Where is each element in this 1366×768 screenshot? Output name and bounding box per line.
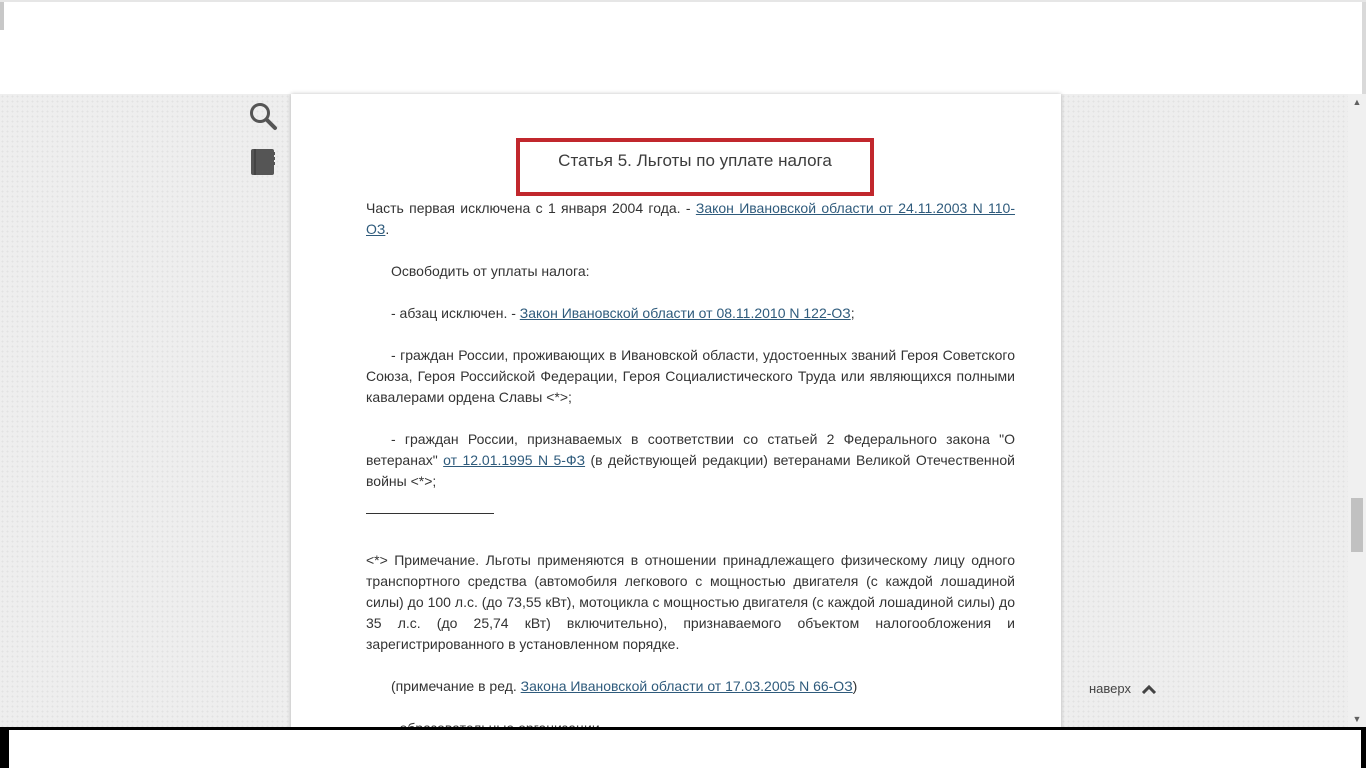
note-edition [366, 676, 1015, 697]
paragraph-end: (в действующей редакции) ветеранами Великой Отечественной войны <*>; [366, 452, 1016, 489]
law-link-5fz[interactable]: от 12.01.1995 N 5-ФЗ [443, 452, 586, 468]
back-to-top-button[interactable] [1089, 681, 1157, 697]
toolbar [247, 100, 281, 192]
scrollbar-thumb[interactable] [1351, 498, 1363, 552]
paragraph-text: (примечание в ред. [391, 678, 521, 694]
footnote-note: <*> Примечание. Льготы применяются в отношении принадлежащего физическому лицу одного транспортного средства (автомобиля легкового с мощностью двигателя (с каждой лошадиной силы) до 100 л.с. (до 73,55 кВт), мотоцикла с мощностью двигателя (с каждой лошадиной силы) до 35 л.с. (до 25,74 кВт) включительно), признаваемого объектом налогообложения и зарегистрированного в установленном порядке. [366, 552, 1015, 652]
law-link-122[interactable]: Закон Ивановской области от 08.11.2010 N 122-ОЗ [519, 305, 851, 321]
scroll-up-arrow-icon[interactable]: ▲ [1352, 97, 1362, 107]
paragraph-end: ; [850, 305, 855, 321]
vertical-scrollbar[interactable] [1348, 94, 1366, 734]
bottom-bar-panel [9, 730, 1361, 768]
paragraph-heroes: - граждан России, проживающих в Ивановской области, удостоенных званий Героя Советского Союза, Героя Российской Федерации, Героя Социалистического Труда или являющихся полными кавалерами ордена Славы <*>; [366, 347, 1015, 405]
article-title: Статья 5. Льготы по уплате налога [558, 151, 832, 170]
scroll-down-arrow-icon[interactable]: ▼ [1352, 714, 1362, 724]
bottom-bar [0, 727, 1366, 768]
document-page [291, 94, 1061, 734]
top-bar-left-edge [0, 2, 4, 30]
top-bar [0, 0, 1366, 94]
paragraph-text: - абзац исключен. - [391, 305, 520, 321]
paragraph-exempt: Освободить от уплаты налога: [391, 263, 590, 279]
back-to-top-label: наверх [1089, 681, 1131, 696]
paragraph-end: ) [852, 678, 858, 694]
footnote-divider [366, 513, 494, 514]
paragraph-excluded-part [366, 198, 1015, 240]
paragraph-text: - граждан России, признаваемых в соответствии со статьей 2 Федерального закона "О ветеранах" [366, 431, 1015, 468]
chevron-up-icon [1141, 682, 1157, 697]
paragraph-text: Часть первая исключена с 1 января 2004 года. - [366, 200, 696, 216]
paragraph-veterans [366, 429, 1015, 492]
title-highlight-box [516, 138, 874, 196]
search-icon[interactable] [247, 100, 279, 132]
paragraph-end: . [385, 221, 390, 237]
law-link-66[interactable]: Закона Ивановской области от 17.03.2005 N 66-ОЗ [520, 678, 853, 694]
law-link-110[interactable]: Закон Ивановской области от 24.11.2003 N 110-ОЗ [366, 200, 1015, 237]
article-body [366, 198, 1015, 734]
top-bar-right-edge [1362, 2, 1366, 96]
book-icon[interactable] [247, 146, 279, 178]
paragraph-excluded-abzac [366, 303, 1015, 324]
right-background [1061, 94, 1348, 734]
